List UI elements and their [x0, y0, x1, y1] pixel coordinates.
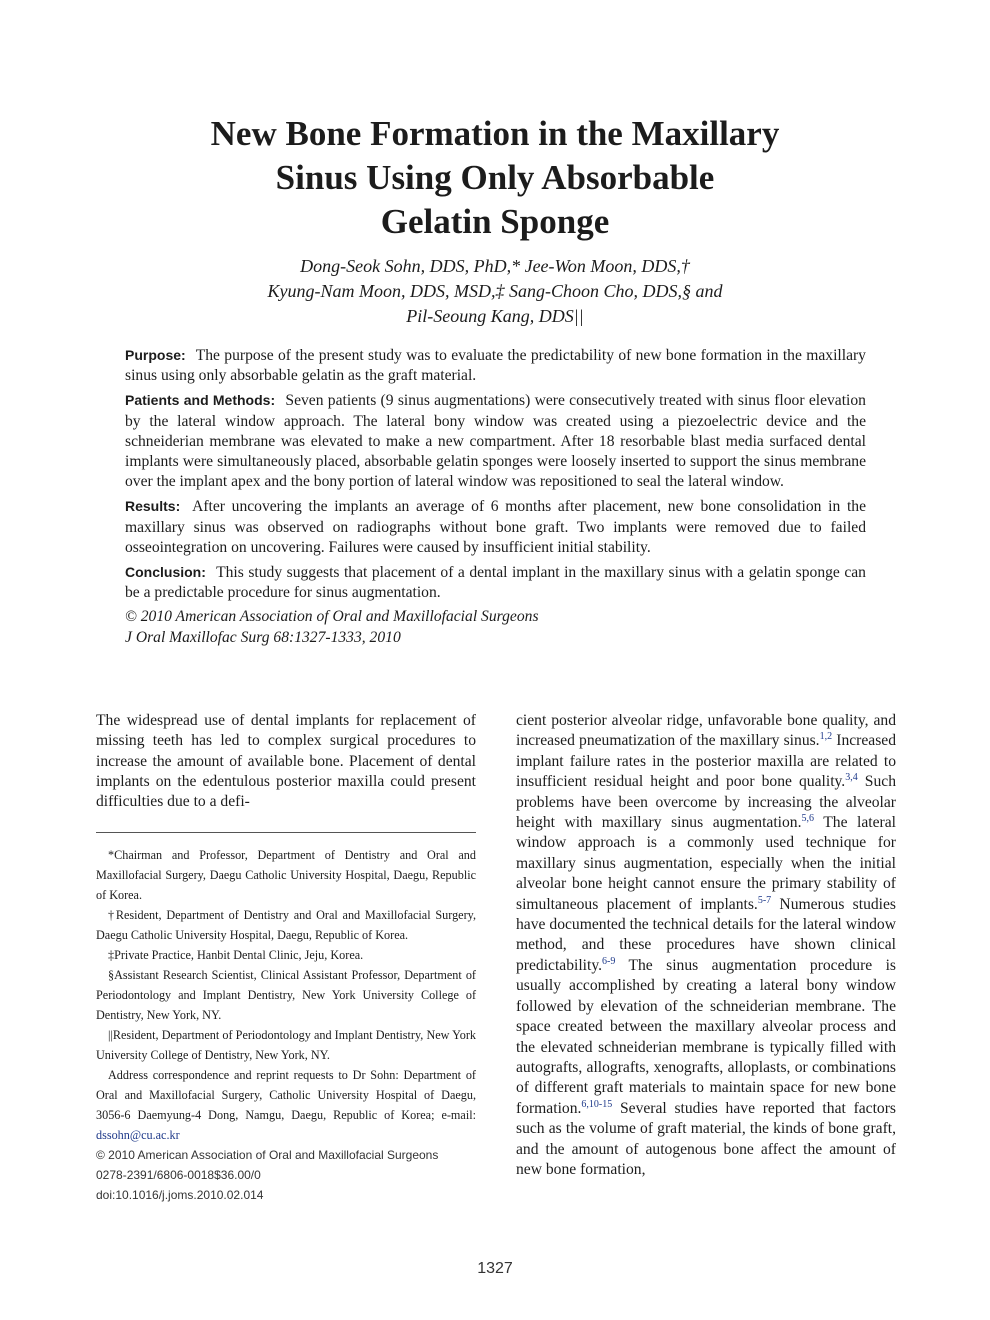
- abstract-text: Seven patients (9 sinus augmentations) were consecutively treated with sinus floor elevation by the lateral window approach. The lateral bony window was created using a piezoelectric device and the schneiderian membrane was elevated to make a new compartment. After 18 resorbable blast media surfaced dental implants were simultaneously placed, absorbable gelatin sponges were loosely inserted to support the sinus membrane over the implant apex and the bony portion of lateral window was repositioned to seal the lateral window.: [125, 392, 866, 491]
- footnote: ||Resident, Department of Periodontology and Implant Dentistry, New York University College of Dentistry, New York, NY.: [96, 1028, 476, 1062]
- footnote: ‡Private Practice, Hanbit Dental Clinic, Jeju, Korea.: [108, 948, 364, 962]
- author-list: [0, 254, 990, 329]
- author-line: Pil-Seoung Kang, DDS||: [406, 306, 584, 326]
- title-line: New Bone Formation in the Maxillary: [210, 114, 780, 153]
- reference-link[interactable]: 5-7: [757, 894, 772, 906]
- article-title: [0, 112, 990, 244]
- abstract-heading: Conclusion:: [125, 564, 206, 581]
- author-line: Kyung-Nam Moon, DDS, MSD,‡ Sang-Choon Cho, DDS,§ and: [267, 281, 723, 301]
- title-line: Sinus Using Only Absorbable: [275, 158, 715, 197]
- abstract-results: [125, 496, 866, 558]
- body-text: The sinus augmentation procedure is usually accomplished by creating a lateral bony window followed by elevation of the schneiderian membrane. The space created between the maxillary alveolar process and the elevated schneiderian membrane is typically filled with autografts, allografts, xenografts, alloplasts, or combinations of different graft materials to maintain space for new bone formation.: [516, 956, 896, 1117]
- abstract: [125, 345, 866, 648]
- author-line: Dong-Seok Sohn, DDS, PhD,* Jee-Won Moon, DDS,†: [300, 256, 690, 276]
- intro-paragraph: The widespread use of dental implants for replacement of missing teeth has led to complex surgical procedures to increase the amount of available bone. Placement of dental implants on the edentulous posterior maxilla could present difficulties due to a defi-: [96, 712, 476, 811]
- address-text: Address correspondence and reprint requests to Dr Sohn: Department of Oral and Maxillofacial Surgery, Catholic University Hospital of Daegu, 3056-6 Daemyung-4 Dong, Namgu, Daegu, Republic of Korea; e-mail:: [96, 1068, 476, 1122]
- abstract-heading: Purpose:: [125, 347, 186, 363]
- reference-link[interactable]: 6-9: [602, 955, 616, 967]
- body-text: The lateral window approach is a commonly used technique for maxillary sinus augmentation, especially when the initial alveolar bone height cannot ensure the primary stability of simultaneous placement of implants.: [516, 814, 896, 913]
- abstract-heading: Results:: [125, 498, 181, 515]
- reference-link[interactable]: 6,10-15: [581, 1098, 613, 1110]
- left-column-body: [96, 711, 476, 812]
- abstract-conclusion: [125, 562, 866, 603]
- correspondence-address: [96, 1065, 476, 1145]
- body-text: Several studies have reported that factors such as the volume of graft material, the kinds of bone graft, and the amount of autogenous bone affect the amount of new bone formation,: [516, 1099, 896, 1178]
- email-link[interactable]: dssohn@cu.ac.kr: [96, 1128, 180, 1142]
- abstract-text: After uncovering the implants an average of 6 months after placement, new bone consolidation in the maxillary sinus was observed on radiographs without bone graft. Two implants were removed due to failed osseointegration on uncovering. Failures were caused by insufficient initial stability.: [125, 498, 866, 556]
- footnote: §Assistant Research Scientist, Clinical Assistant Professor, Department of Periodontology and Implant Dentistry, New York University College of Dentistry, New York, NY.: [96, 968, 476, 1022]
- title-line: Gelatin Sponge: [380, 202, 610, 241]
- abstract-text: The purpose of the present study was to evaluate the predictability of new bone formation in the maxillary sinus using only absorbable gelatin as the graft material.: [125, 347, 866, 385]
- issn: 0278-2391/6806-0018$36.00/0: [96, 1168, 261, 1182]
- doi[interactable]: doi:10.1016/j.joms.2010.02.014: [96, 1188, 264, 1202]
- body-text: Increased implant failure rates in the posterior maxilla are related to insufficient residual height and poor bone quality.: [516, 732, 896, 791]
- footnote: *Chairman and Professor, Department of Dentistry and Oral and Maxillofacial Surgery, Daegu Catholic University Hospital, Daegu, Republic of Korea.: [96, 848, 476, 902]
- footnote-divider: [96, 832, 476, 833]
- body-text: Numerous studies have documented the technical details for the lateral window method, and these procedures have shown clinical predictability.: [516, 895, 896, 974]
- page-number: 1327: [477, 1260, 513, 1277]
- footnotes: [96, 845, 476, 1205]
- abstract-heading: Patients and Methods:: [125, 392, 276, 409]
- reference-link[interactable]: 5,6: [801, 812, 814, 824]
- reference-link[interactable]: 1,2: [819, 731, 833, 743]
- abstract-copyright: © 2010 American Association of Oral and Maxillofacial Surgeons: [125, 608, 539, 626]
- abstract-methods: [125, 390, 866, 492]
- body-paragraph: [516, 711, 896, 1180]
- reference-link[interactable]: 3,4: [845, 772, 858, 784]
- publisher-copyright: © 2010 American Association of Oral and Maxillofacial Surgeons: [96, 1148, 439, 1162]
- abstract-purpose: [125, 345, 866, 386]
- abstract-text: This study suggests that placement of a dental implant in the maxillary sinus with a gelatin sponge can be a predictable procedure for sinus augmentation.: [125, 564, 866, 602]
- footnote: †Resident, Department of Dentistry and Oral and Maxillofacial Surgery, Daegu Catholic University Hospital, Daegu, Republic of Korea.: [96, 908, 476, 942]
- journal-citation: J Oral Maxillofac Surg 68:1327-1333, 2010: [125, 628, 401, 646]
- body-text: cient posterior alveolar ridge, unfavorable bone quality, and increased pneumatization of the maxillary sinus.: [516, 712, 896, 750]
- body-text: Such problems have been overcome by increasing the alveolar height with maxillary sinus augmentation.: [516, 773, 896, 832]
- right-column-body: [516, 711, 896, 1180]
